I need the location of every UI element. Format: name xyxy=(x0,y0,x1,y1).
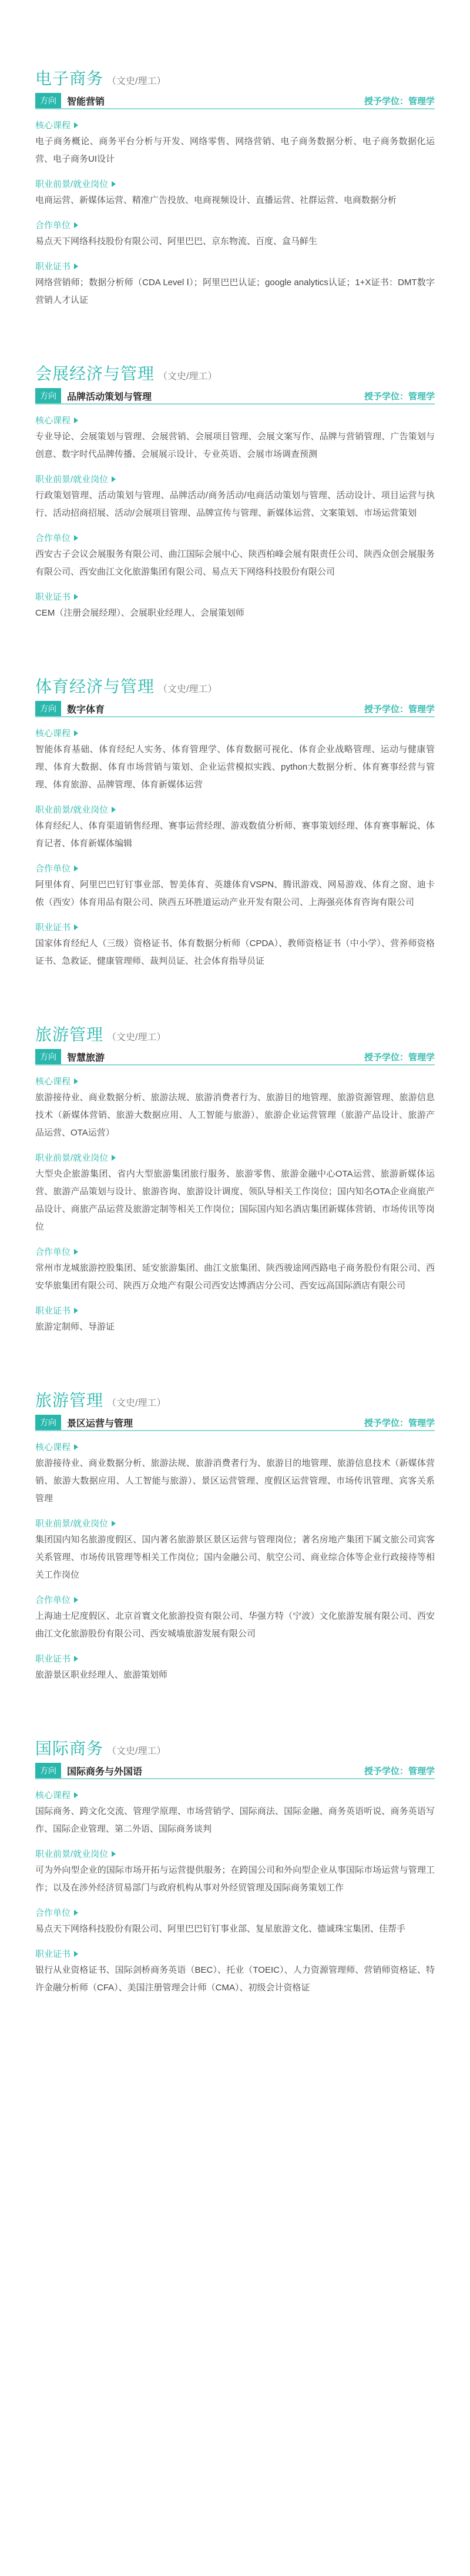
major-block xyxy=(35,1736,435,1997)
section-title: 职业证书 xyxy=(35,1949,71,1959)
major-category: （文史/理工） xyxy=(107,1746,166,1756)
section-body: 阿里体育、阿里巴巴钉钉事业部、智美体育、英雄体育VSPN、腾讯游戏、网易游戏、体育之窗、迪卡侬（西安）体育用品有限公司、陕西五环胜道运动产业开发有限公司、上海强亮体育咨询有限公司 xyxy=(35,880,435,907)
section-core-courses xyxy=(35,119,435,168)
direction-tag: 方向 xyxy=(35,1049,61,1064)
section-body: CEM（注册会展经理）、会展职业经理人、会展策划师 xyxy=(35,608,244,618)
section-career xyxy=(35,473,435,522)
major-header xyxy=(35,66,435,86)
major-header xyxy=(35,1736,435,1756)
arrow-right-icon xyxy=(74,1249,78,1255)
direction-name: 景区运营与管理 xyxy=(67,1418,133,1429)
direction-bar xyxy=(35,93,435,109)
section-title: 职业前景/就业岗位 xyxy=(35,1849,109,1859)
major-title: 会展经济与管理 xyxy=(35,365,155,383)
section-title: 核心课程 xyxy=(35,121,71,131)
section-title: 职业前景/就业岗位 xyxy=(35,475,109,485)
section-body: 行政策划管理、活动策划与管理、品牌活动/商务活动/电商活动策划与管理、活动设计、项目运营与执行、活动招商招展、活动/会展项目管理、品牌宣传与管理、新媒体运营、文案策划、市场运营策划 xyxy=(35,490,435,518)
arrow-right-icon xyxy=(74,1951,78,1957)
major-block xyxy=(35,674,435,970)
major-header xyxy=(35,1388,435,1408)
section-career xyxy=(35,1151,435,1236)
major-title: 旅游管理 xyxy=(35,1025,104,1044)
section-title: 核心课程 xyxy=(35,1790,71,1800)
degree-label: 授予学位：管理学 xyxy=(364,1052,435,1063)
section-partners xyxy=(35,1245,435,1295)
arrow-right-icon xyxy=(74,1308,78,1314)
major-title: 国际商务 xyxy=(35,1739,104,1758)
major-block xyxy=(35,66,435,309)
section-partners xyxy=(35,532,435,581)
direction-name: 智慧旅游 xyxy=(67,1053,105,1063)
section-title: 合作单位 xyxy=(35,220,71,230)
section-certificates xyxy=(35,590,435,622)
section-core-courses xyxy=(35,414,435,463)
section-body: 银行从业资格证书、国际剑桥商务英语（BEC）、托业（TOEIC）、人力资源管理师、营销师资格证、特许金融分析师（CFA）、美国注册管理会计师（CMA）、初级会计资格证 xyxy=(35,1965,435,1993)
direction-tag: 方向 xyxy=(35,701,61,716)
section-certificates xyxy=(35,1304,435,1336)
direction-bar xyxy=(35,1415,435,1431)
section-title: 核心课程 xyxy=(35,1442,71,1452)
arrow-right-icon xyxy=(112,476,116,482)
section-title: 核心课程 xyxy=(35,1077,71,1087)
arrow-right-icon xyxy=(112,181,116,187)
arrow-right-icon xyxy=(74,594,78,600)
section-title: 职业前景/就业岗位 xyxy=(35,179,109,189)
section-title: 核心课程 xyxy=(35,416,71,426)
section-body: 电子商务概论、商务平台分析与开发、网络零售、网络营销、电子商务数据分析、电子商务数据化运营、电子商务UI设计 xyxy=(35,136,435,164)
section-title: 职业前景/就业岗位 xyxy=(35,1519,109,1529)
section-body: 国际商务、跨文化交流、管理学原理、市场营销学、国际商法、国际金融、商务英语听说、商务英语写作、国际企业管理、第二外语、国际商务谈判 xyxy=(35,1806,435,1834)
major-header xyxy=(35,674,435,694)
section-core-courses xyxy=(35,1441,435,1508)
section-body: 国家体育经纪人（三级）资格证书、体育数据分析师（CPDA）、教师资格证书（中小学）、营养师资格证书、急救证、健康管理师、裁判员证、社会体育指导员证 xyxy=(35,938,435,966)
section-title: 合作单位 xyxy=(35,533,71,543)
direction-tag: 方向 xyxy=(35,93,61,108)
arrow-right-icon xyxy=(74,535,78,541)
arrow-right-icon xyxy=(112,1155,116,1161)
section-body: 上海迪士尼度假区、北京首寰文化旅游投资有限公司、华强方特（宁波）文化旅游发展有限公司、西安曲江文化旅游股份有限公司、西安城墙旅游发展有限公司 xyxy=(35,1611,435,1639)
section-title: 合作单位 xyxy=(35,1595,71,1605)
section-body: 集团国内知名旅游度假区、国内著名旅游景区景区运营与管理岗位；著名房地产集团下属文旅公司宾客关系管理、市场传讯管理等相关工作岗位；国内金融公司、航空公司、商业综合体等企业行政接待等相关工作岗位 xyxy=(35,1535,435,1580)
arrow-right-icon xyxy=(112,1851,116,1857)
major-block xyxy=(35,1022,435,1336)
major-header xyxy=(35,1022,435,1042)
arrow-right-icon xyxy=(74,1444,78,1450)
direction-name: 数字体育 xyxy=(67,704,105,715)
major-category: （文史/理工） xyxy=(107,76,166,86)
section-body: 旅游接待业、商业数据分析、旅游法规、旅游消费者行为、旅游目的地管理、旅游信息技术（新媒体营销、旅游大数据应用、人工智能与旅游）、景区运营管理、度假区运营管理、市场传讯管理、宾客关系管理 xyxy=(35,1458,435,1503)
arrow-right-icon xyxy=(74,122,78,128)
section-title: 职业证书 xyxy=(35,923,71,933)
arrow-right-icon xyxy=(74,1792,78,1798)
major-title: 体育经济与管理 xyxy=(35,677,155,696)
degree-label: 授予学位：管理学 xyxy=(364,704,435,714)
section-body: 专业导论、会展策划与管理、会展营销、会展项目管理、会展文案写作、品牌与营销管理、广告策划与创意、数字时代品牌传播、会展展示设计、专业英语、会展市场调查预测 xyxy=(35,432,435,459)
major-title: 旅游管理 xyxy=(35,1391,104,1409)
section-body: 智能体育基础、体育经纪人实务、体育管理学、体育数据可视化、体育企业战略管理、运动与健康管理、体育大数据、体育市场营销与策划、企业运营模拟实践、python大数据分析、体育赛事经营与管理、体育旅游、品牌管理、体育新媒体运营 xyxy=(35,744,435,790)
arrow-right-icon xyxy=(74,730,78,736)
section-title: 职业前景/就业岗位 xyxy=(35,805,109,815)
section-partners xyxy=(35,1906,435,1938)
section-body: 大型央企旅游集团、省内大型旅游集团旅行服务、旅游零售、旅游金融中心OTA运营、旅游新媒体运营、旅游产品策划与设计、旅游咨询、旅游设计调度、领队导相关工作岗位；国内知名OTA企业商旅产品设计、商旅产品运营及旅游定制等相关工作岗位；国际国内知名酒店集团新媒体营销、市场传讯等岗位 xyxy=(35,1169,435,1232)
section-title: 职业证书 xyxy=(35,262,71,272)
section-body: 可为外向型企业的国际市场开拓与运营提供服务；在跨国公司和外向型企业从事国际市场运营与管理工作；以及在涉外经济贸易部门与政府机构从事对外经贸管理及国际商务策划工作 xyxy=(35,1865,435,1893)
major-category: （文史/理工） xyxy=(107,1398,166,1408)
degree-label: 授予学位：管理学 xyxy=(364,1418,435,1428)
section-career xyxy=(35,178,435,209)
section-certificates xyxy=(35,921,435,970)
direction-name: 智能营销 xyxy=(67,96,105,107)
direction-bar xyxy=(35,1763,435,1779)
major-category: （文史/理工） xyxy=(158,372,217,382)
arrow-right-icon xyxy=(74,866,78,871)
section-partners xyxy=(35,862,435,911)
section-body: 网络营销师；数据分析师（CDA Level Ⅰ）；阿里巴巴认证；google analytics认证；1+X证书：DMT数字营销人才认证 xyxy=(35,278,435,305)
section-title: 合作单位 xyxy=(35,864,71,874)
section-body: 电商运营、新媒体运营、精准广告投放、电商视频设计、直播运营、社群运营、电商数据分析 xyxy=(35,195,397,205)
direction-bar xyxy=(35,388,435,405)
arrow-right-icon xyxy=(74,924,78,930)
section-title: 职业证书 xyxy=(35,1306,71,1316)
major-category: （文史/理工） xyxy=(158,684,217,694)
direction-name: 品牌活动策划与管理 xyxy=(67,392,152,402)
arrow-right-icon xyxy=(74,417,78,423)
major-header xyxy=(35,361,435,381)
arrow-right-icon xyxy=(74,1910,78,1916)
arrow-right-icon xyxy=(74,1656,78,1662)
major-block xyxy=(35,361,435,622)
section-body: 旅游定制师、导游证 xyxy=(35,1322,115,1332)
section-core-courses xyxy=(35,1789,435,1838)
section-title: 核心课程 xyxy=(35,729,71,739)
degree-label: 授予学位：管理学 xyxy=(364,96,435,106)
section-title: 合作单位 xyxy=(35,1247,71,1257)
section-partners xyxy=(35,1593,435,1643)
section-body: 体育经纪人、体育渠道销售经理、赛事运营经理、游戏数值分析师、赛事策划经理、体育赛事解说、体育记者、体育新媒体编辑 xyxy=(35,821,435,848)
direction-name: 国际商务与外国语 xyxy=(67,1766,143,1777)
arrow-right-icon xyxy=(74,222,78,228)
section-core-courses xyxy=(35,1075,435,1142)
section-title: 职业前景/就业岗位 xyxy=(35,1153,109,1163)
arrow-right-icon xyxy=(74,1597,78,1603)
section-body: 旅游接待业、商业数据分析、旅游法规、旅游消费者行为、旅游目的地管理、旅游资源管理、旅游信息技术（新媒体营销、旅游大数据应用、人工智能与旅游）、旅游企业运营管理（旅游产品设计、旅游产品运营、OTA运营） xyxy=(35,1092,435,1138)
direction-tag: 方向 xyxy=(35,388,61,403)
section-title: 职业证书 xyxy=(35,1654,71,1664)
major-category: （文史/理工） xyxy=(107,1033,166,1043)
section-partners xyxy=(35,219,435,250)
direction-tag: 方向 xyxy=(35,1415,61,1430)
direction-bar xyxy=(35,1049,435,1065)
section-title: 职业证书 xyxy=(35,592,71,602)
section-certificates xyxy=(35,260,435,309)
section-body: 旅游景区职业经理人、旅游策划师 xyxy=(35,1670,168,1680)
section-certificates xyxy=(35,1947,435,1997)
section-career xyxy=(35,803,435,853)
direction-tag: 方向 xyxy=(35,1763,61,1778)
section-body: 易点天下网络科技股份有限公司、阿里巴巴、京东物流、百度、盒马鲜生 xyxy=(35,236,318,246)
section-certificates xyxy=(35,1652,435,1684)
section-body: 西安古子会议会展服务有限公司、曲江国际会展中心、陕西柏峰会展有限责任公司、陕西众创会展服务有限公司、西安曲江文化旅游集团有限公司、易点天下网络科技股份有限公司 xyxy=(35,549,435,577)
arrow-right-icon xyxy=(112,807,116,813)
degree-label: 授予学位：管理学 xyxy=(364,391,435,402)
section-body: 常州市龙城旅游控股集团、延安旅游集团、曲江文旅集团、陕西骏途网西路电子商务股份有限公司、西安华旅集团有限公司、陕西万众地产有限公司西安达博酒店分公司、西安远高国际酒店有限公司 xyxy=(35,1263,435,1291)
section-core-courses xyxy=(35,727,435,794)
section-career xyxy=(35,1847,435,1897)
section-title: 合作单位 xyxy=(35,1908,71,1918)
arrow-right-icon xyxy=(74,263,78,269)
section-body: 易点天下网络科技股份有限公司、阿里巴巴钉钉事业部、复星旅游文化、德诚珠宝集团、佳帮手 xyxy=(35,1924,406,1934)
arrow-right-icon xyxy=(74,1078,78,1084)
section-career xyxy=(35,1517,435,1584)
major-title: 电子商务 xyxy=(35,69,104,88)
major-block xyxy=(35,1388,435,1684)
arrow-right-icon xyxy=(112,1521,116,1526)
degree-label: 授予学位：管理学 xyxy=(364,1766,435,1776)
direction-bar xyxy=(35,701,435,717)
